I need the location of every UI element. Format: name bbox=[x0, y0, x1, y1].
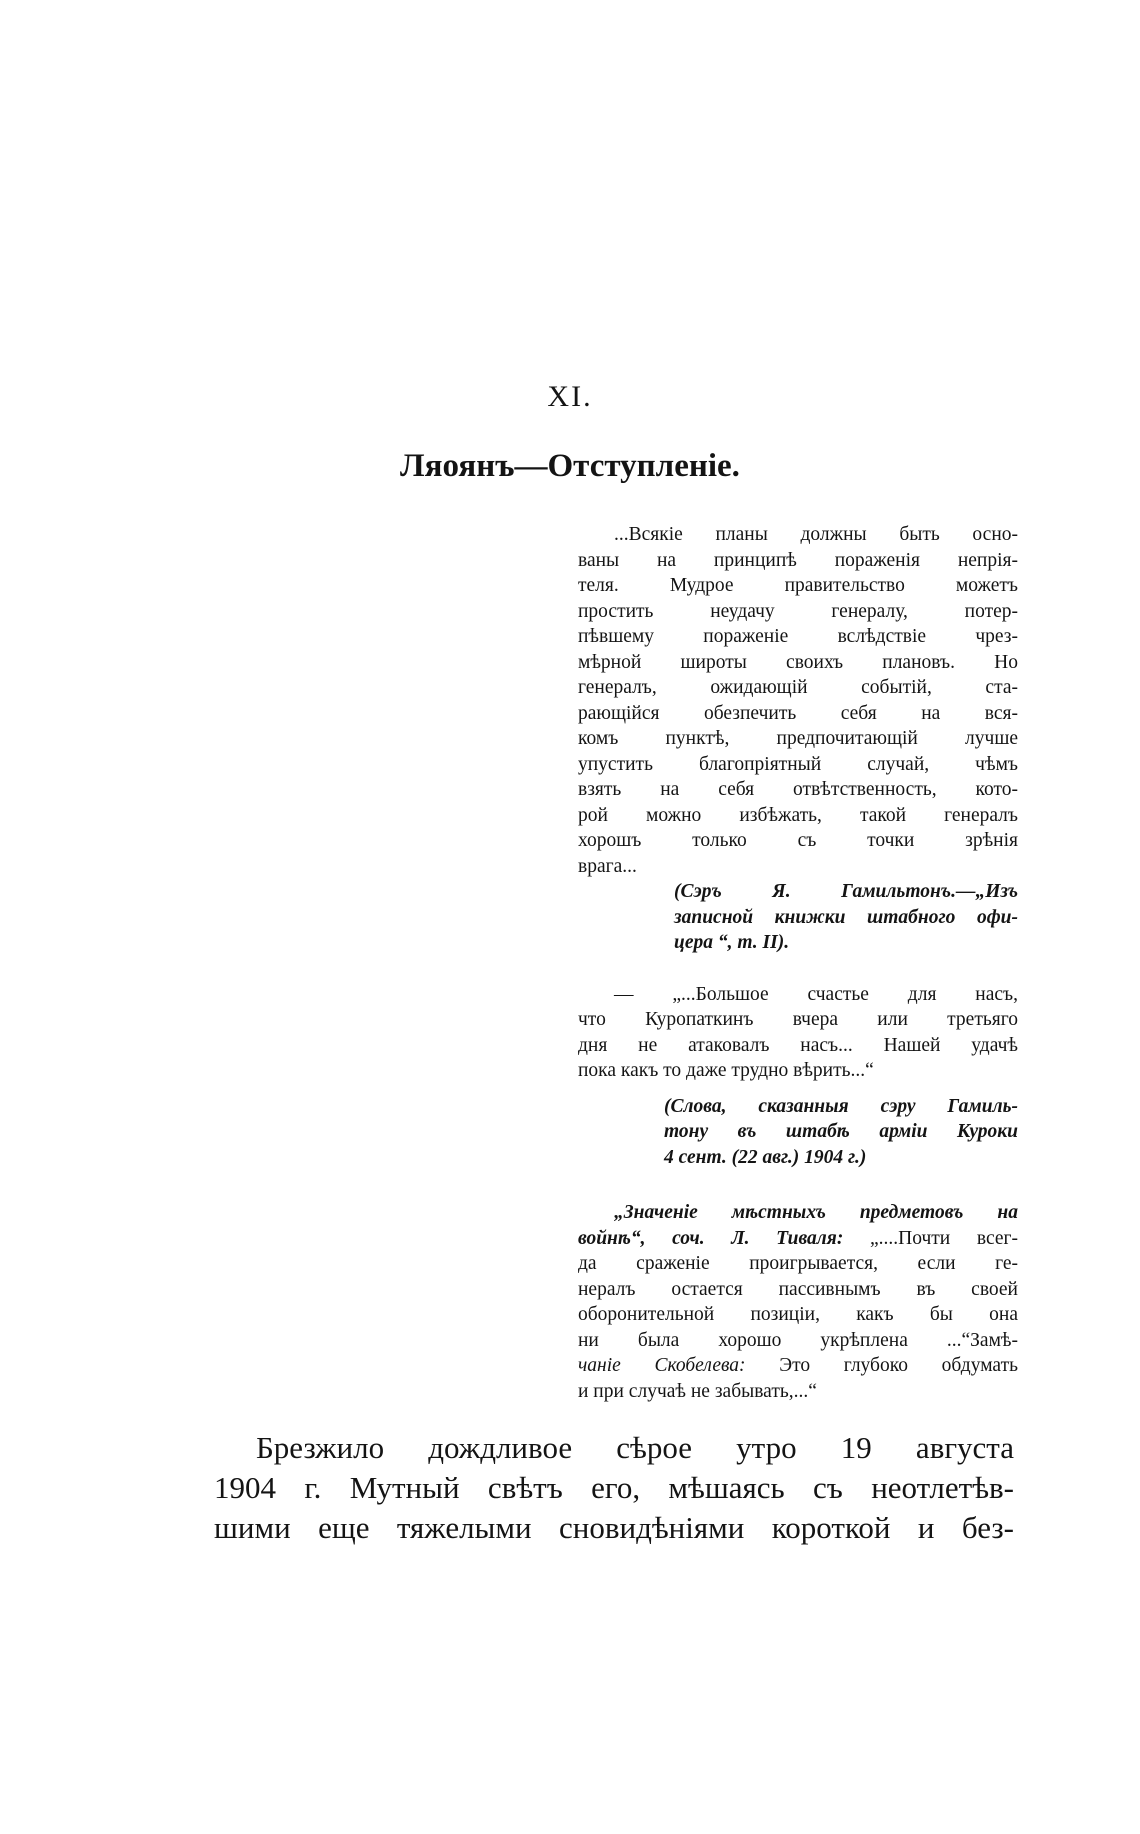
epigraph-line: врага... bbox=[578, 855, 637, 877]
epigraph-italic-fragment: чаніе Скобелева: bbox=[578, 1355, 746, 1376]
body-line: шими еще тяжелыми сновидѣніями короткой и без- bbox=[214, 1510, 1014, 1545]
epigraph-line: пока какъ то даже трудно вѣрить...“ bbox=[578, 1060, 874, 1081]
epigraph-line: пѣвшему пораженіе вслѣдствіе чрез- bbox=[578, 626, 1018, 647]
epigraph-line: мѣрной широты своихъ плановъ. Но bbox=[578, 651, 1018, 673]
epigraph-source bbox=[664, 1094, 1018, 1171]
epigraph-line: оборонительной позиціи, какъ бы она bbox=[578, 1304, 1018, 1325]
epigraph-line: нералъ остается пассивнымъ въ своей bbox=[578, 1278, 1018, 1300]
epigraph-source-line: 4 сент. (22 авг.) 1904 г.) bbox=[664, 1146, 867, 1168]
epigraph-source bbox=[674, 879, 1018, 956]
epigraph-line bbox=[578, 1353, 1018, 1379]
epigraph-text-fragment: Это глубоко обдумать bbox=[745, 1355, 1018, 1376]
epigraph-line: ...Всякіе планы должны быть осно- bbox=[614, 524, 1018, 545]
epigraph-source-line: записной книжки штабного офи- bbox=[674, 906, 1018, 928]
epigraph-text-fragment: „....Почти всег- bbox=[843, 1227, 1018, 1249]
epigraph-line: ни была хорошо укрѣплена ...“Замѣ- bbox=[578, 1329, 1018, 1351]
body-line: Брезжило дождливое сѣрое утро 19 августа bbox=[256, 1430, 1014, 1465]
epigraph-line: да сраженіе проигрывается, если ге- bbox=[578, 1253, 1018, 1274]
epigraph-source-line: (Сэръ Я. Гамильтонъ.—„Изъ bbox=[674, 881, 1018, 902]
chapter-number: XI. bbox=[547, 380, 593, 413]
epigraph-line: рой можно избѣжать, такой генералъ bbox=[578, 804, 1018, 826]
epigraphs bbox=[578, 522, 1018, 1404]
epigraph-line: и при случаѣ не забывать,...“ bbox=[578, 1380, 817, 1402]
epigraph-source-line: тону въ штабѣ арміи Куроки bbox=[664, 1121, 1018, 1142]
epigraph-hamilton bbox=[578, 522, 1018, 956]
epigraph-line: упустить благопріятный случай, чѣмъ bbox=[578, 753, 1018, 775]
epigraph-line: дня не атаковалъ насъ... Нашей удачѣ bbox=[578, 1034, 1018, 1056]
chapter-title: Ляоянъ—Отступленіе. bbox=[400, 448, 740, 484]
epigraph-line: рающійся обезпечить себя на вся- bbox=[578, 702, 1018, 724]
epigraph-line: — „...Большое счастье для насъ, bbox=[614, 983, 1018, 1005]
epigraph-source-line: цера “, т. II). bbox=[674, 932, 790, 953]
body-text bbox=[214, 1428, 1014, 1548]
epigraph-line: взять на себя отвѣтственность, кото- bbox=[578, 779, 1018, 800]
epigraph-line: теля. Мудрое правительство можетъ bbox=[578, 575, 1018, 596]
epigraph-source-line: (Слова, сказанныя сэру Гамиль- bbox=[664, 1095, 1018, 1117]
epigraph-tival bbox=[578, 1200, 1018, 1404]
epigraph-kuroki bbox=[578, 982, 1018, 1171]
epigraph-line: что Куропаткинъ вчера или третьяго bbox=[578, 1009, 1018, 1030]
epigraph-line: „Значеніе мѣстныхъ предметовъ на bbox=[614, 1202, 1018, 1223]
epigraph-italic-fragment: войнѣ“, соч. Л. Тиваля: bbox=[578, 1227, 844, 1249]
epigraph-line bbox=[578, 1226, 1018, 1252]
epigraph-line: генералъ, ожидающій событій, ста- bbox=[578, 677, 1018, 698]
epigraph-line: комъ пунктѣ, предпочитающій лучше bbox=[578, 728, 1018, 749]
epigraph-line: простить неудачу генералу, потер- bbox=[578, 600, 1018, 622]
epigraph-line: хорошъ только съ точки зрѣнія bbox=[578, 830, 1018, 851]
body-line: 1904 г. Мутный свѣтъ его, мѣшаясь съ неотлетѣв- bbox=[214, 1470, 1014, 1505]
epigraph-line: ваны на принципѣ пораженія непрія- bbox=[578, 549, 1018, 571]
